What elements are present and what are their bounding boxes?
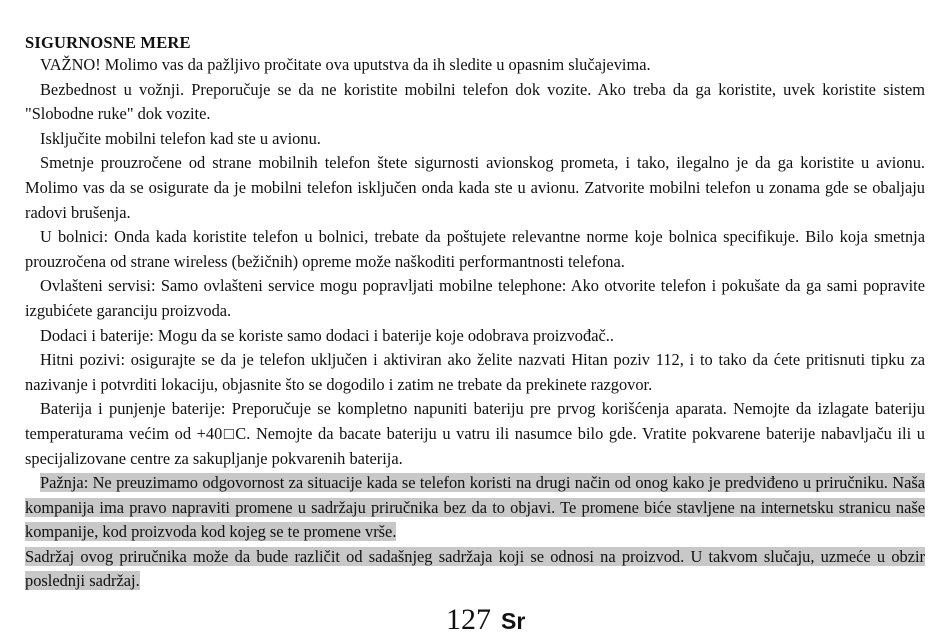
page-footer [446,600,525,640]
paragraph-airplane-heading: Isključite mobilni telefon kad ste u avionu. [40,128,321,148]
paragraph-airplane-interference: Smetnje prouzročene od strane mobilnih telefon štete sigurnosti avionskog prometa, i tako, ilegalno je da ga koristite u avionu. Molimo vas da se osigurate da je mobilni telefon isključen onda kada ste u avionu. Zatvorite mobilni telefon u zonama gde se obaljaju radovi brušenja. [25,153,925,222]
content-note-text: Sadržaj ovog priručnika može da bude različit od sadašnjeg sadržaja koji se odnosi na proizvod. U takvom slučaju, uzmeće u obzir poslednji sadržaj. [25,546,925,591]
manual-page [25,33,925,594]
paragraph-authorized-service: Ovlašteni servisi: Samo ovlašteni service mogu popravljati mobilne telephone: Ako otvorite telefon i pokušate da ga sami popravite izgubićete garanciju proizvoda. [25,276,925,320]
highlighted-content-note [25,545,925,594]
paragraph-emergency-calls: Hitni pozivi: osigurajte se da je telefon uključen i aktiviran ako želite nazvati Hitan poziv 112, i to tako da ćete pritisnuti tipku za nazivanje i potvrditi lokaciju, objasnite što se dogodilo i zatim ne trebate da prekinete razgovor. [25,350,925,394]
paragraph-battery-charging: Baterija i punjenje baterije: Preporučuje se kompletno napuniti bateriju pre prvog korišćenja aparata. Nemojte da izlagate bateriju temperaturama većim od +40□C. Nemojte da bacate bateriju u vatru ili nasumce bilo gde. Vratite pokvarene baterije nabavljaču ili u specijalizovane centre za sakupljanje pokvarenih baterija. [25,399,925,468]
paragraph-hospital: U bolnici: Onda kada koristite telefon u bolnici, trebate da poštujete relevantne norme koje bolnica specifikuje. Bilo koja smetnja prouzročena od strane wireless (bežičnih) opreme može naškoditi performantnosti telefona. [25,227,925,271]
paragraph-important: VAŽNO! Molimo vas da pažljivo pročitate ova uputstva da ih sledite u opasnim slučajevima. [40,55,651,74]
page-number: 127 [446,603,491,636]
language-code: Sr [501,608,526,634]
disclaimer-text: Pažnja: Ne preuzimamo odgovornost za situacije kada se telefon koristi na drugi način od onog kako je predviđeno u priručniku. Naša kompanija ima pravo napraviti promene u sadržaju priručnika bez da to objavi. Te promene biće stavljene na internetsku stranicu naše kompanije, kod proizvoda kod kojeg se te promene vrše. [25,473,925,542]
paragraph-accessories: Dodaci i baterije: Mogu da se koriste samo dodaci i baterije koje odobrava proizvođač.. [40,325,614,345]
paragraph-driving-safety: Bezbednost u vožnji. Preporučuje se da ne koristite mobilni telefon dok vozite. Ako treba da ga koristite, uvek koristite sistem "Slobodne ruke" dok vozite. [25,79,925,124]
section-title: SIGURNOSNE MERE [25,33,191,52]
highlighted-disclaimer [25,471,925,545]
